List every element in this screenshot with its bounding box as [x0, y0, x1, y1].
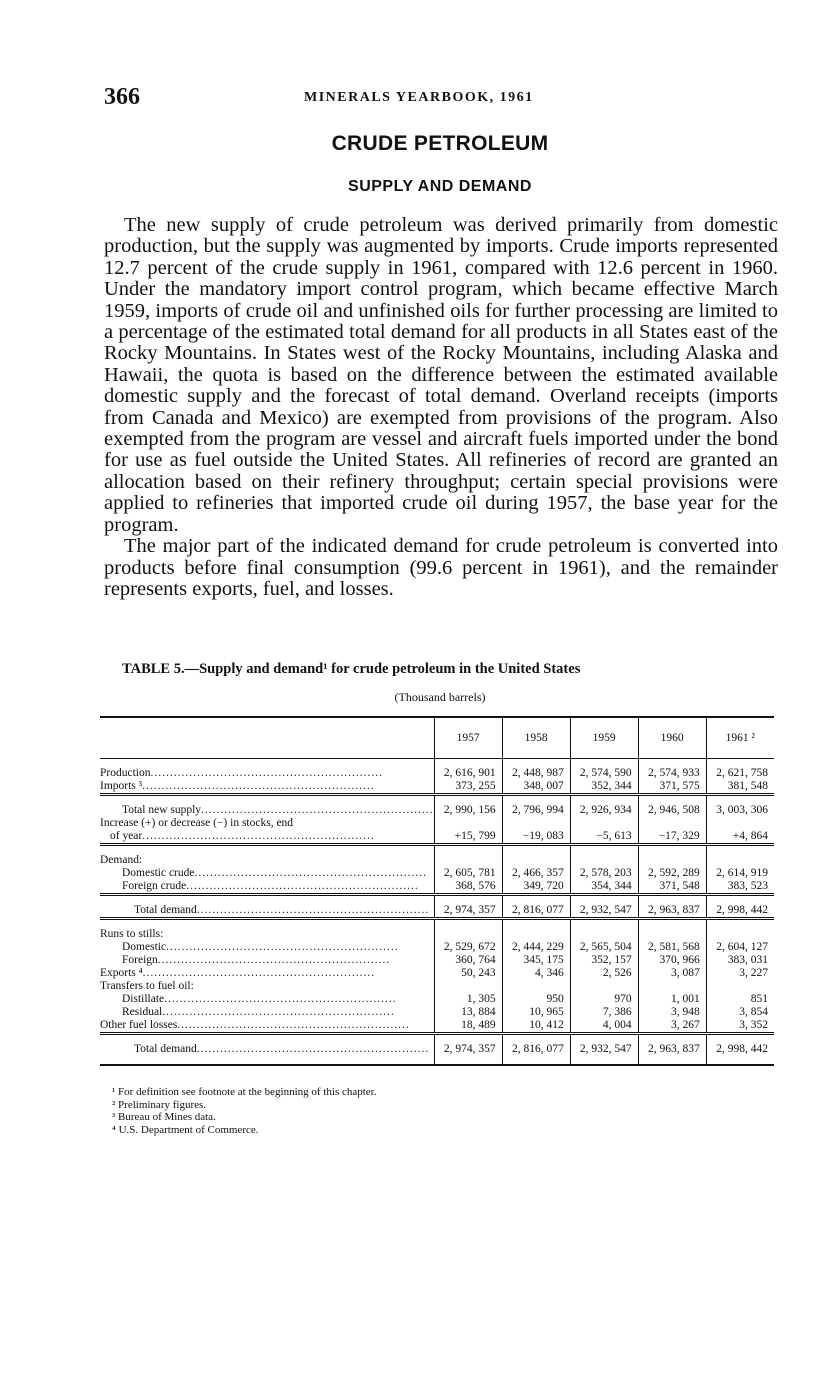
table-cell: 7, 386 — [570, 1006, 638, 1019]
table-cell: 50, 243 — [434, 967, 502, 980]
table-cell: −17, 329 — [638, 830, 706, 845]
table-row — [100, 928, 774, 941]
column-header: 1958 — [502, 717, 570, 759]
table-cell: 1, 001 — [638, 993, 706, 1006]
table-row — [100, 854, 774, 867]
table-cell: 352, 344 — [570, 780, 638, 795]
table-cell: 349, 720 — [502, 880, 570, 895]
table-cell: 348, 007 — [502, 780, 570, 795]
table-cell: +4, 864 — [706, 830, 774, 845]
subsection-title: SUPPLY AND DEMAND — [348, 178, 532, 195]
table-cell: 2, 574, 933 — [638, 767, 706, 780]
table-units: (Thousand barrels) — [394, 690, 486, 704]
table-cell: 354, 344 — [570, 880, 638, 895]
column-header: 1957 — [434, 717, 502, 759]
footnotes — [112, 1086, 712, 1136]
row-label: Foreign ..... — [100, 954, 434, 967]
column-header: 1961 ² — [706, 717, 774, 759]
table-cell: 2, 529, 672 — [434, 941, 502, 954]
footnote: ¹ For definition see footnote at the beginning of this chapter. — [112, 1086, 377, 1098]
table-cell: 371, 548 — [638, 880, 706, 895]
row-label: Residual ..... — [100, 1006, 434, 1019]
table-row — [100, 780, 774, 795]
table-cell: 2, 466, 357 — [502, 867, 570, 880]
table-cell: 368, 576 — [434, 880, 502, 895]
table-cell: 2, 796, 994 — [502, 804, 570, 817]
row-label: Other fuel losses ..... — [100, 1019, 434, 1034]
table-cell: 371, 575 — [638, 780, 706, 795]
table-cell: 4, 346 — [502, 967, 570, 980]
table-cell: 950 — [502, 993, 570, 1006]
row-label: Total demand ..... — [100, 904, 434, 919]
table-cell: −5, 613 — [570, 830, 638, 845]
table-cell: 360, 764 — [434, 954, 502, 967]
running-head: MINERALS YEARBOOK, 1961 — [304, 90, 534, 105]
body-text — [104, 215, 778, 600]
table-cell: +15, 799 — [434, 830, 502, 845]
table-row — [100, 1043, 774, 1065]
table-cell: 2, 621, 758 — [706, 767, 774, 780]
table-cell: 383, 031 — [706, 954, 774, 967]
paragraph: The major part of the indicated demand for crude petroleum is converted into products before final consumption (99.6 percent in 1961), and the remainder represents exports, fuel, and losses. — [104, 535, 778, 600]
column-header: 1959 — [570, 717, 638, 759]
table-cell: 2, 816, 077 — [502, 1043, 570, 1065]
table-cell: 3, 948 — [638, 1006, 706, 1019]
supply-demand-table — [100, 716, 774, 1066]
table-cell: 383, 523 — [706, 880, 774, 895]
table-row — [100, 904, 774, 919]
table-row — [100, 954, 774, 967]
row-label: Imports ³ ..... — [100, 780, 434, 795]
table-cell: 2, 574, 590 — [570, 767, 638, 780]
table-cell: 2, 605, 781 — [434, 867, 502, 880]
table-cell: 2, 990, 156 — [434, 804, 502, 817]
table-cell: 1, 305 — [434, 993, 502, 1006]
table-cell: 2, 578, 203 — [570, 867, 638, 880]
table-cell: −19, 083 — [502, 830, 570, 845]
row-label: Exports ⁴ ..... — [100, 967, 434, 980]
table-cell: 370, 966 — [638, 954, 706, 967]
page-number: 366 — [104, 84, 140, 110]
table-cell: 3, 267 — [638, 1019, 706, 1034]
row-label: Demand: — [100, 854, 143, 866]
table-cell: 2, 963, 837 — [638, 904, 706, 919]
table-cell: 2, 614, 919 — [706, 867, 774, 880]
row-label: Production ..... — [100, 767, 434, 780]
footnote: ³ Bureau of Mines data. — [112, 1111, 216, 1123]
table-cell: 2, 581, 568 — [638, 941, 706, 954]
table-cell: 4, 004 — [570, 1019, 638, 1034]
row-label: Foreign crude ..... — [100, 880, 434, 895]
table-cell: 2, 816, 077 — [502, 904, 570, 919]
table-cell: 345, 175 — [502, 954, 570, 967]
table-cell: 2, 565, 504 — [570, 941, 638, 954]
table-cell: 373, 255 — [434, 780, 502, 795]
table-cell: 2, 926, 934 — [570, 804, 638, 817]
table-row — [100, 1006, 774, 1019]
table-row — [100, 1019, 774, 1034]
table-cell: 2, 963, 837 — [638, 1043, 706, 1065]
table-cell: 2, 946, 508 — [638, 804, 706, 817]
row-label: Increase (+) or decrease (−) in stocks, end — [100, 817, 294, 829]
table-cell: 3, 227 — [706, 967, 774, 980]
row-label: Total demand ..... — [100, 1043, 434, 1065]
table-caption: TABLE 5.—Supply and demand¹ for crude petroleum in the United States — [122, 661, 581, 677]
section-title: CRUDE PETROLEUM — [331, 132, 549, 155]
table-cell: 381, 548 — [706, 780, 774, 795]
table-cell: 2, 448, 987 — [502, 767, 570, 780]
row-label: Transfers to fuel oil: — [100, 980, 194, 992]
table-cell: 3, 003, 306 — [706, 804, 774, 817]
table-cell: 2, 592, 289 — [638, 867, 706, 880]
row-label: Distillate ..... — [100, 993, 434, 1006]
table-cell: 10, 965 — [502, 1006, 570, 1019]
table-cell: 2, 526 — [570, 967, 638, 980]
table-row — [100, 767, 774, 780]
table-cell: 352, 157 — [570, 954, 638, 967]
row-label: of year ..... — [100, 830, 434, 845]
table-row — [100, 941, 774, 954]
table-row — [100, 880, 774, 895]
table-cell: 970 — [570, 993, 638, 1006]
table-header-row — [100, 717, 774, 759]
table-row — [100, 967, 774, 980]
table-cell: 2, 604, 127 — [706, 941, 774, 954]
table-cell: 2, 974, 357 — [434, 904, 502, 919]
table-cell: 2, 932, 547 — [570, 1043, 638, 1065]
row-label: Total new supply ..... — [100, 804, 434, 817]
footnote: ⁴ U.S. Department of Commerce. — [112, 1123, 259, 1136]
table-cell: 2, 974, 357 — [434, 1043, 502, 1065]
header-cell-empty — [100, 717, 434, 759]
table-cell: 851 — [706, 993, 774, 1006]
table-cell: 18, 489 — [434, 1019, 502, 1034]
table-row — [100, 980, 774, 993]
table-cell: 2, 932, 547 — [570, 904, 638, 919]
table-cell: 2, 998, 442 — [706, 1043, 774, 1065]
column-header: 1960 — [638, 717, 706, 759]
table-cell: 3, 854 — [706, 1006, 774, 1019]
table-row — [100, 993, 774, 1006]
table-cell: 2, 444, 229 — [502, 941, 570, 954]
paragraph: The new supply of crude petroleum was derived primarily from domestic production, but the supply was augmented by imports. Crude imports represented 12.7 percent of the crude supply in 1961, compared with 12.6 percent in 1960. Under the mandatory import control program, which became effective March 1959, imports of crude oil and unfinished oils for further processing are limited to a percentage of the estimated total demand for all products in all States east of the Rocky Mountains. In States west of the Rocky Mountains, including Alaska and Hawaii, the quota is based on the difference between the estimated available domestic supply and the forecast of total demand. Overland receipts (imports from Canada and Mexico) are exempted from provisions of the program. Also exempted from the program are vessel and aircraft fuels imported under the bond for use as fuel outside the United States. All refineries of record are granted an allocation based on their refinery throughput; certain special provisions were applied to refineries that imported crude oil during 1957, the base year for the program. — [104, 214, 778, 536]
row-label: Runs to stills: — [100, 928, 164, 940]
table-row — [100, 817, 774, 830]
footnote: ² Preliminary figures. — [112, 1098, 207, 1111]
table-cell: 3, 087 — [638, 967, 706, 980]
table-row — [100, 804, 774, 817]
row-label: Domestic ..... — [100, 941, 434, 954]
row-label: Domestic crude ..... — [100, 867, 434, 880]
table-row — [100, 830, 774, 845]
table-cell: 2, 998, 442 — [706, 904, 774, 919]
page-header — [104, 84, 780, 114]
table-cell: 3, 352 — [706, 1019, 774, 1034]
table-cell: 13, 884 — [434, 1006, 502, 1019]
table-cell: 10, 412 — [502, 1019, 570, 1034]
table-row — [100, 867, 774, 880]
table-cell: 2, 616, 901 — [434, 767, 502, 780]
